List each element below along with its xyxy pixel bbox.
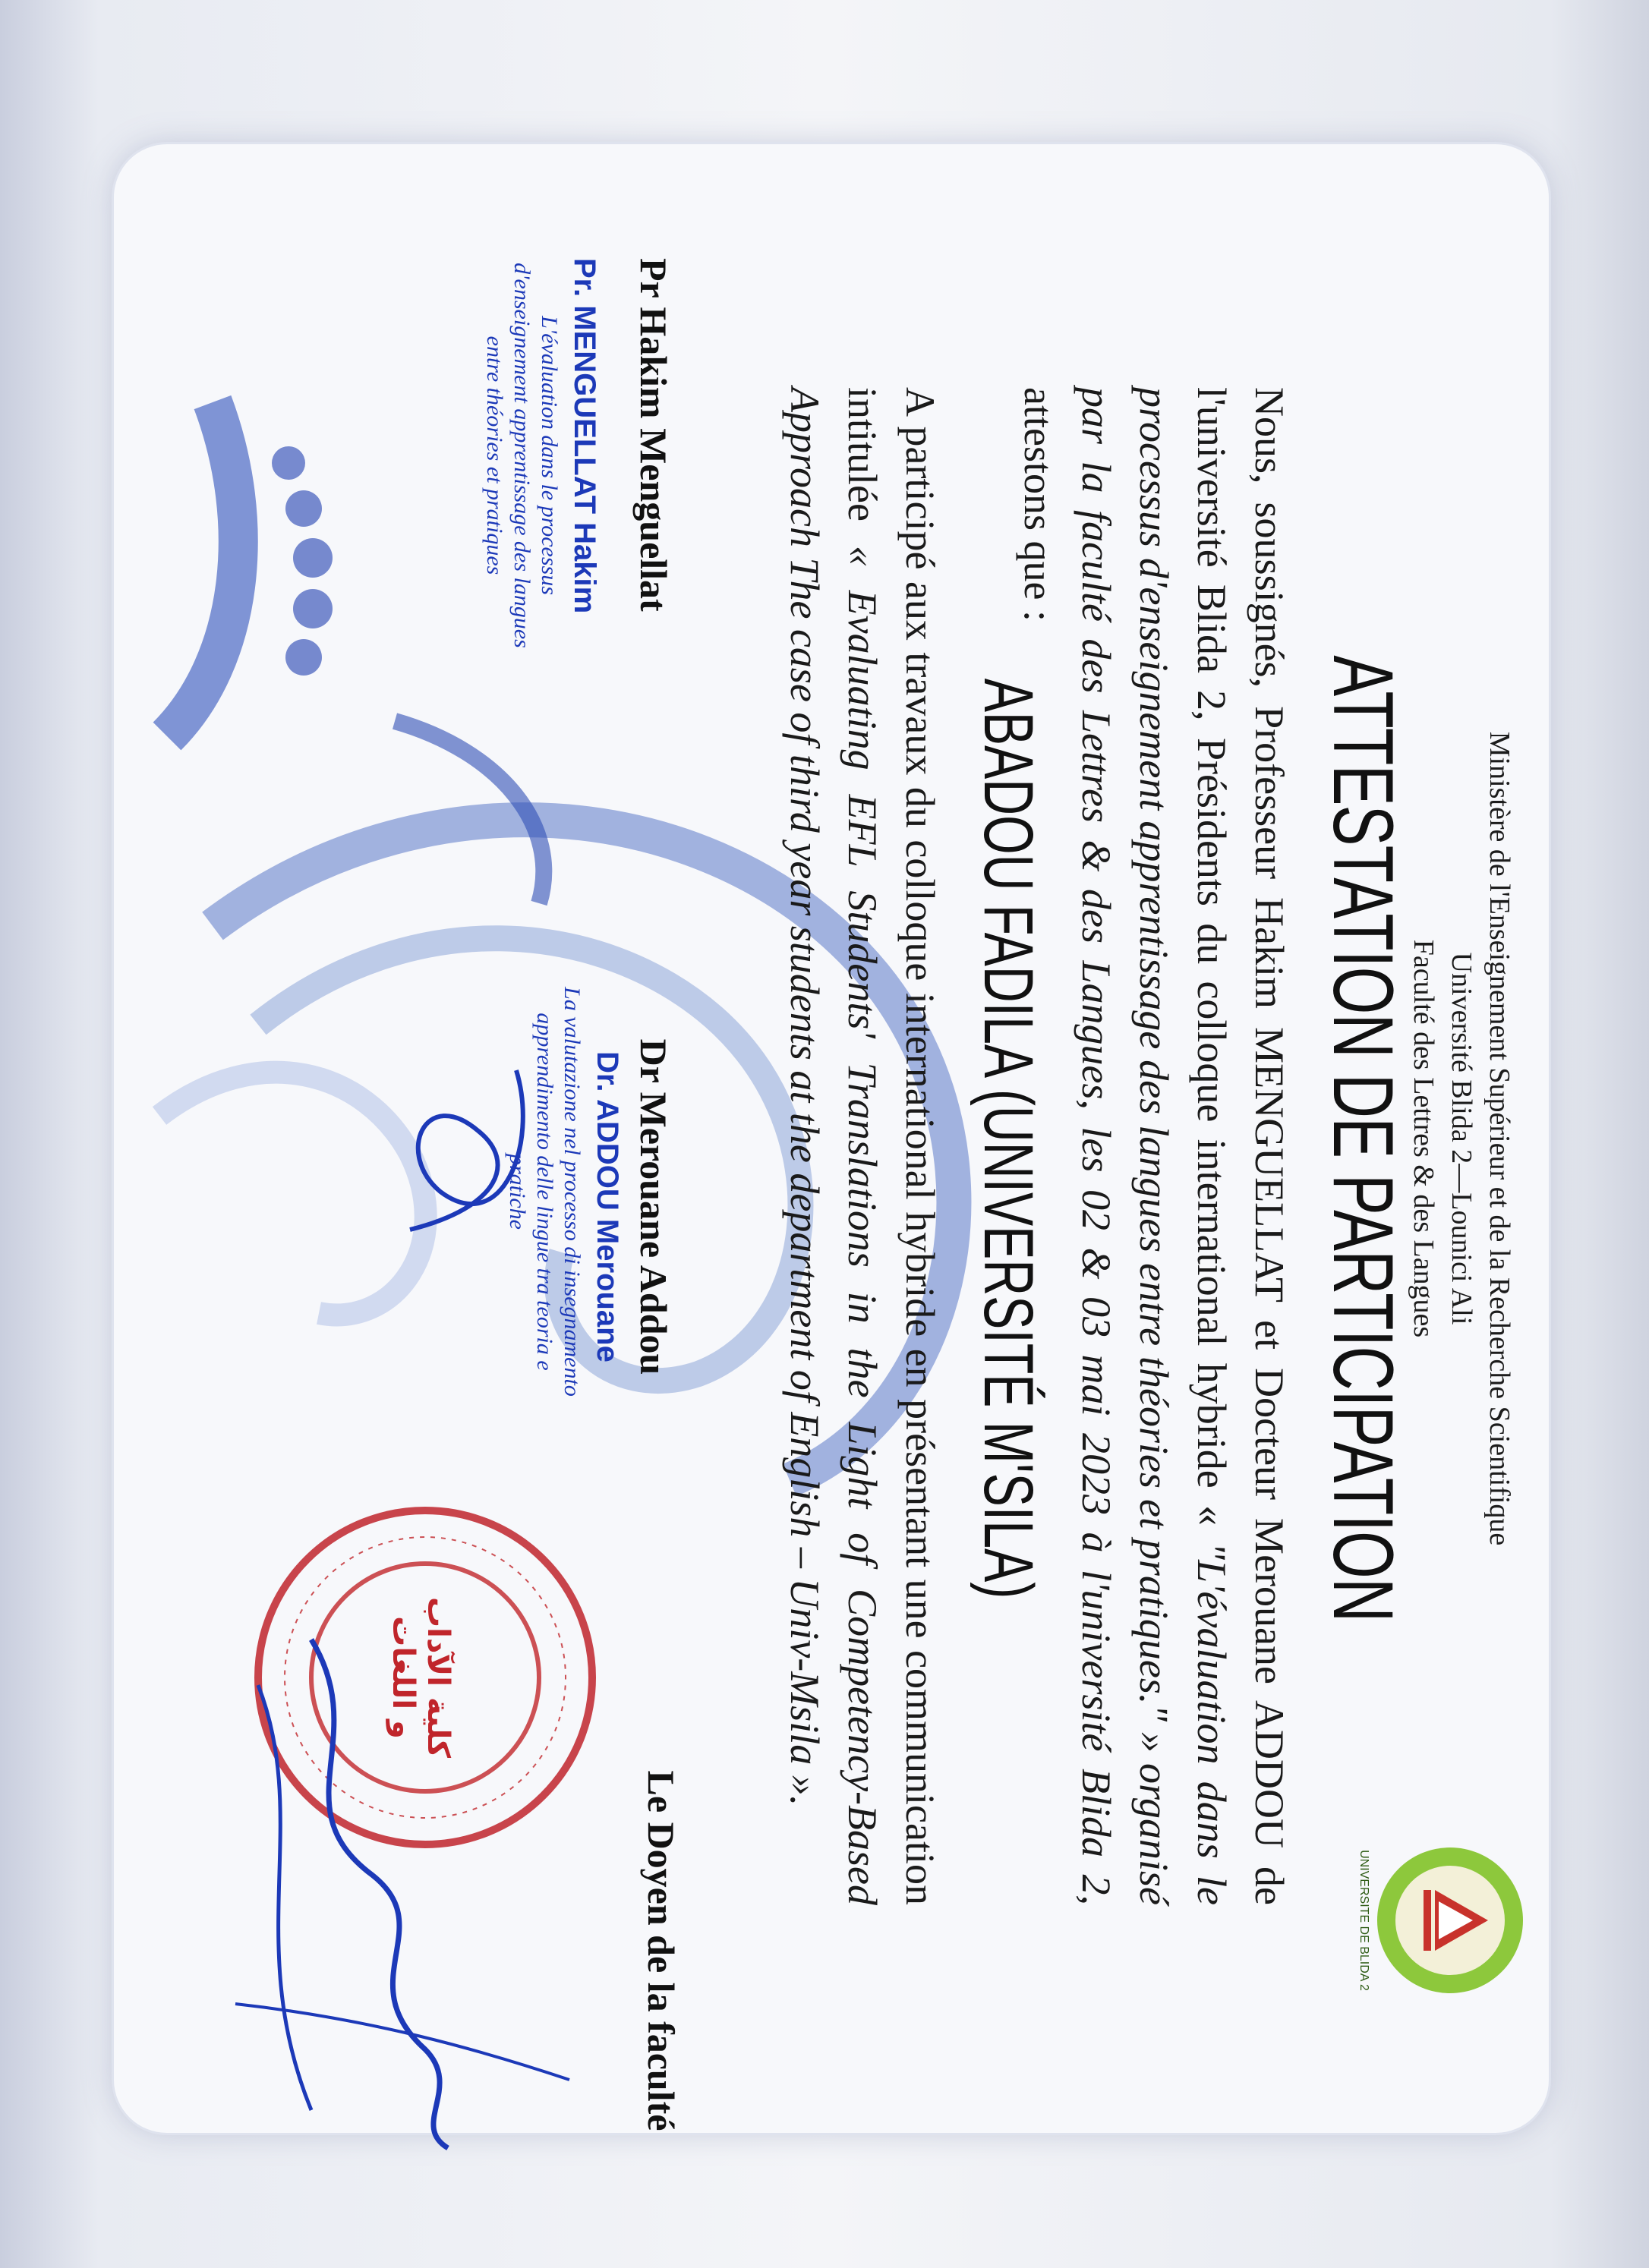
university-logo bbox=[1357, 1844, 1526, 1996]
signatory-left-stamp-sub: L'évaluation dans le processus d'enseignement apprentissage des langues entre théories et pratiques bbox=[482, 263, 562, 648]
colloquium-title: "L'évaluation dans le processus d'enseignement apprentissage des langues entre théories et pratiques." » organisé par la faculté des Lettres & des Langues, les 02 & 03 mai 2023 à l'université Blida 2, bbox=[1074, 387, 1234, 1906]
intro-tail: attestons que : bbox=[1016, 387, 1061, 622]
dean-signature-scribble bbox=[220, 1624, 600, 2156]
university-emblem-icon bbox=[1374, 1844, 1526, 1996]
signatory-left-stamp: Pr. MENGUELLAT Hakim bbox=[568, 258, 601, 614]
seal-text: كلية الآداب و اللغات bbox=[386, 1596, 456, 1759]
intro-lead: Nous, soussignés, Professeur Hakim MENGUELLAT et Docteur Merouane ADDOU de l'université Blida 2, Présidents du colloque international hybride « bbox=[1189, 387, 1292, 1905]
university-label: Université Blida 2—Lounici Ali bbox=[1446, 952, 1477, 1325]
body-paragraph bbox=[776, 387, 949, 1905]
faculty-label: Faculté des Lettres & des Langues bbox=[1408, 939, 1439, 1338]
signatory-middle-stamp-sub: La valutazione nel processo di insegnamento apprendimento delle lingue tra teoria e pratiche bbox=[505, 987, 585, 1397]
signatory-middle-name: Dr Merouane Addou bbox=[632, 1038, 675, 1375]
middle-signature-scribble bbox=[395, 1040, 547, 1268]
signatory-left bbox=[481, 258, 676, 729]
signatory-right bbox=[639, 1769, 683, 2133]
body-lead: A participé aux travaux du colloque international hybride en présentant une communication intitulée bbox=[840, 387, 943, 1905]
logo-text: UNIVERSITE DE BLIDA 2 bbox=[1357, 1850, 1370, 1991]
ministry-label: Ministère de l'Enseignement Supérieur et de la Recherche Scientifique bbox=[1483, 731, 1515, 1546]
signatory-middle-stamp: Dr. ADDOU Merouane bbox=[591, 1051, 624, 1362]
page-title: ATTESTATION DE PARTICIPATION bbox=[1316, 655, 1411, 1622]
signatory-left-name: Pr Hakim Menguellat bbox=[632, 258, 675, 612]
participant-name: ABADOU FADILA (UNIVERSITÉ M'SILA) bbox=[970, 678, 1047, 1599]
header-block bbox=[1405, 600, 1518, 1677]
certificate-content bbox=[114, 144, 1549, 2133]
signatory-middle bbox=[503, 979, 676, 1435]
communication-title: « Evaluating EFL Students' Translations in the Light of Competency-Based Approach The case of third year students at the department of English – Univ-Msila ». bbox=[782, 387, 885, 1905]
intro-paragraph bbox=[1010, 387, 1298, 1905]
dean-label: Le Doyen de la faculté bbox=[640, 1770, 683, 2131]
